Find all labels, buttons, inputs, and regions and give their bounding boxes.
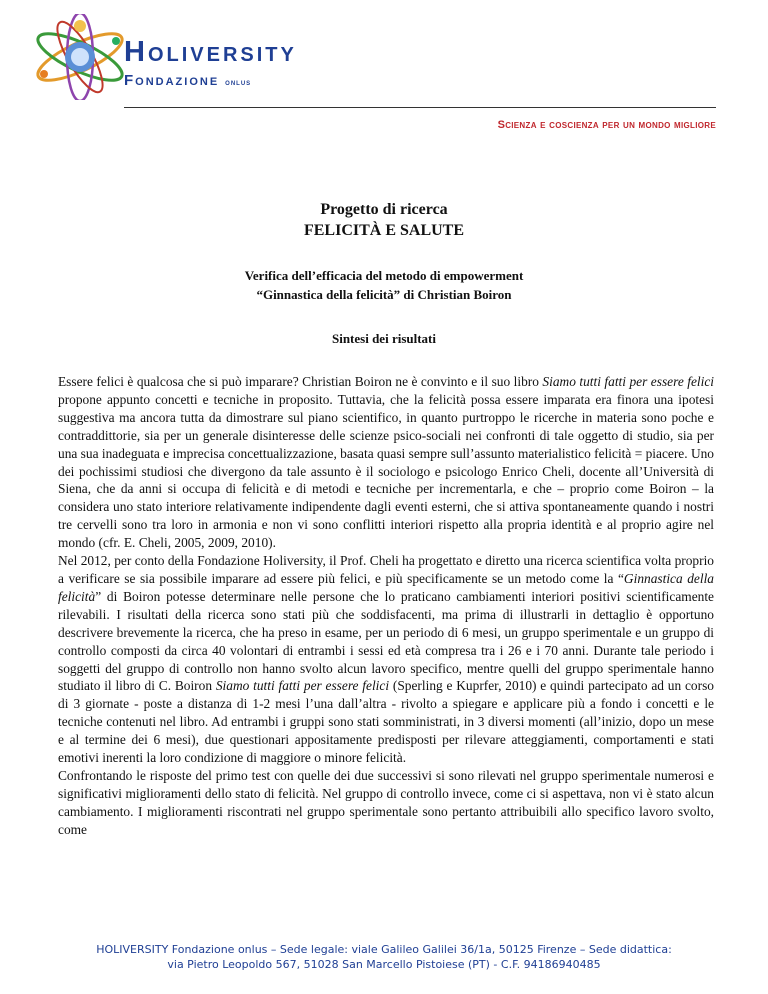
footer-line2: via Pietro Leopoldo 567, 51028 San Marcello Pistoiese (PT) - C.F. 94186940485 xyxy=(167,958,601,971)
tagline: Scienza e coscienza per un mondo migliore xyxy=(497,119,716,131)
section-heading: Sintesi dei risultati xyxy=(331,331,436,346)
brand-sub-small: onlus xyxy=(225,77,252,87)
brand-subtitle xyxy=(124,72,251,89)
p2-text-e: (Sperling e Kuprfer, 2010) e quindi partecipato ad un corso di 3 giornate - poste a distanza di 1-2 mesi l’una dall’altra - rivolto a spiegare e applicare più a fondo i concetti e le tecniche contenuti nel libro. Ad entrambi i gruppi sono stati somministrati, in 3 diversi momenti (all’inizio, dopo un mese e al termine dei 6 mesi), due questionari appositamente predisposti per rilevare atteggiamenti, comportamenti e stati emotivi inerenti la loro condizione di maggiore o minore felicità. xyxy=(58,678,714,766)
brand-name: Holiversity xyxy=(124,36,297,68)
p1-text-c: propone appunto concetti e tecniche in proposito. Tuttavia, che la felicità possa essere imparata era finora una ipotesi suggestiva ma ancora tutta da dimostrare sul piano scientifico, in quanto purtroppo le ricerche in materia sono poche e contraddittorie, sia per un generale disinteresse delle scienze psico-sociali nei confronti di tale oggetto di studio, sia per una sua inadeguata e imprecisa concettualizzazione, basata quasi sempre sull’assunto materialistico felicità = piacere. Uno dei pochissimi studiosi che divergono da tale assunto è il sociologo e psicologo Enrico Cheli, docente all’Università di Siena, che da anni si occupa di felicità e di metodi e tecniche per incrementarla, e che – proprio come Boiron – la considera uno stato interiore relativamente indipendente dagli eventi esterni, che si attiva spontaneamente quando i nostri tre cervelli sono tra loro in armonia e non vi sono conflitti interiori rispetto alla propria identità e al proprio agire nel mondo (cfr. E. Cheli, 2005, 2009, 2010). xyxy=(58,391,714,551)
doc-subtitle-line1: Verifica dell’efficacia del metodo di empowerment xyxy=(244,268,524,283)
header-rule xyxy=(124,107,716,108)
body-text xyxy=(58,373,714,839)
p2-book-title: Siamo tutti fatti per essere felici xyxy=(215,678,390,694)
brand-sub-main: Fondazione xyxy=(124,72,220,89)
doc-subtitle-line2: “Ginnastica della felicità” di Christian Boiron xyxy=(256,287,512,302)
paragraph-3: Confrontando le risposte del primo test con quelle dei due successivi si sono rilevati nel gruppo sperimentale numerosi e significativi miglioramenti dello stato di felicità. Nel gruppo di controllo invece, come ci si aspettava, non vi è stato alcun cambiamento. I miglioramenti riscontrati nel gruppo sperimentale sono pertanto attribuibili allo specifico lavoro svolto, come xyxy=(58,767,714,837)
logo-icon xyxy=(30,14,130,100)
p2-text-c: ” di Boiron potesse determinare nelle persone che lo praticano cambiamenti interiori positivi scientificamente rilevabili. I risultati della ricerca sono stati più che soddisfacenti, ma prima di illustrarli in dettaglio è opportuno descrivere brevemente la ricerca, che ha preso in esame, per un periodo di 6 mesi, un gruppo sperimentale e un gruppo di controllo composti da circa 40 volontari di entrambi i sessi ed età compresa tra i 26 e i 70 anni. Durante tale periodo i soggetti del gruppo di controllo non hanno svolto alcun lavoro specifico, mentre quelli del gruppo sperimentale hanno studiato il libro di C. Boiron xyxy=(58,588,714,694)
p2-method-title: Ginnastica della felicità xyxy=(58,570,714,604)
doc-title-line2: FELICITÀ E SALUTE xyxy=(303,222,465,239)
footer-line1: HOLIVERSITY Fondazione onlus – Sede legale: viale Galileo Galilei 36/1a, 50125 Firenze – Sede didattica: xyxy=(96,943,672,956)
p1-text-a: Essere felici è qualcosa che si può imparare? Christian Boiron ne è convinto e il suo libro xyxy=(58,374,543,389)
paragraph-2 xyxy=(58,552,714,767)
p1-book-title: Siamo tutti fatti per essere felici xyxy=(542,374,714,389)
p2-text-a: Nel 2012, per conto della Fondazione Holiversity, il Prof. Cheli ha progettato e diretto una ricerca scientifica volta proprio a verificare se sia possibile imparare ad essere più felici, e più specificamente se un metodo come la “ xyxy=(58,553,714,586)
paragraph-1 xyxy=(58,373,714,552)
doc-title-line1: Progetto di ricerca xyxy=(320,201,448,218)
